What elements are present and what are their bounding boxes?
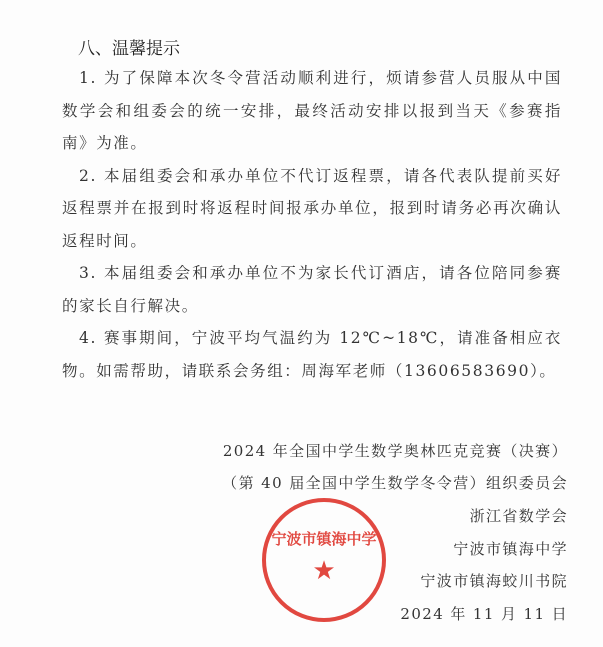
signature-line-1: 2024 年全国中学生数学奥林匹克竞赛（决赛） [222,442,568,460]
notice-body [62,62,562,387]
signature-org-1: 浙江省数学会 [469,507,568,525]
signature-date: 2024 年 11 月 11 日 [400,605,568,623]
signature-org-2: 宁波市镇海中学 [453,540,568,558]
signature-org-3: 宁波市镇海蛟川书院 [420,572,568,590]
section-heading: 八、温馨提示 [78,39,180,59]
paragraph-1: 1. 为了保障本次冬令营活动顺利进行，烦请参营人员服从中国数学会和组委会的统一安排，最终活动安排以报到当天《参赛指南》为准。 [62,69,562,152]
seal-star-icon: ★ [312,556,336,586]
paragraph-2: 2. 本届组委会和承办单位不代订返程票，请各代表队提前买好返程票并在报到时将返程时间报承办单位，报到时请务必再次确认返程时间。 [62,166,562,250]
paragraph-4: 4. 赛事期间，宁波平均气温约为 12℃~18℃，请准备相应衣物。如需帮助，请联系会务组：周海军老师（13606583690）。 [62,329,562,380]
seal-text: 宁波市镇海中学 [271,530,377,548]
official-seal [262,498,386,622]
signature-line-2: （第 40 届全国中学生数学冬令营）组织委员会 [222,474,568,492]
paragraph-3: 3. 本届组委会和承办单位不为家长代订酒店，请各位陪同参赛的家长自行解决。 [62,264,562,315]
